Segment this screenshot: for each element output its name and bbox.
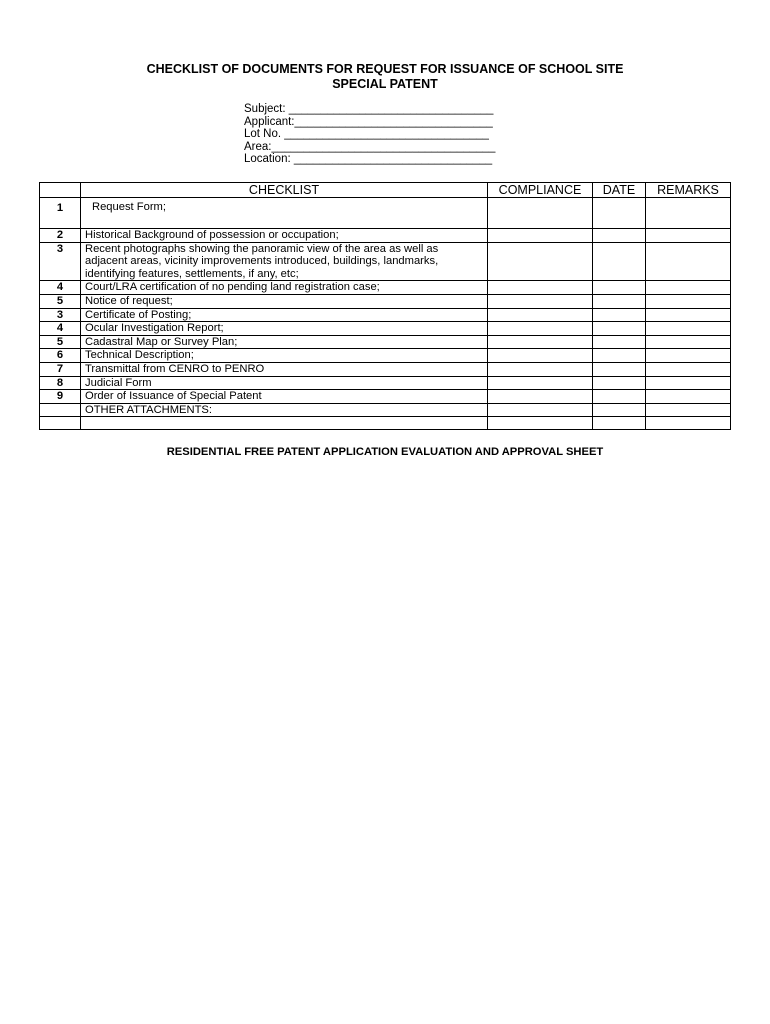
date-cell: [593, 322, 646, 336]
header-fields: [244, 103, 495, 166]
header-number: [40, 183, 81, 198]
row-item: Historical Background of possession or occupation;: [81, 229, 488, 243]
row-number: 7: [40, 362, 81, 376]
remarks-cell: [646, 322, 731, 336]
row-number: 5: [40, 294, 81, 308]
remarks-cell: [646, 403, 731, 417]
date-cell: [593, 281, 646, 295]
row-number: [40, 403, 81, 417]
date-cell: [593, 390, 646, 404]
area-field: Area:___________________________________: [244, 140, 496, 153]
date-cell: [593, 294, 646, 308]
date-cell: [593, 242, 646, 281]
row-item: Court/LRA certification of no pending land registration case;: [81, 281, 488, 295]
header-remarks: REMARKS: [646, 183, 731, 198]
compliance-cell: [488, 376, 593, 390]
table-row: [40, 308, 731, 322]
row-number: 1: [40, 198, 81, 229]
document-title: [0, 62, 770, 92]
header-compliance: COMPLIANCE: [488, 183, 593, 198]
row-number: 4: [40, 322, 81, 336]
row-number: 4: [40, 281, 81, 295]
date-cell: [593, 403, 646, 417]
row-item: Judicial Form: [81, 376, 488, 390]
remarks-cell: [646, 229, 731, 243]
table-row: [40, 390, 731, 404]
table-row: [40, 294, 731, 308]
date-cell: [593, 335, 646, 349]
compliance-cell: [488, 362, 593, 376]
table-row: [40, 335, 731, 349]
row-number: 9: [40, 390, 81, 404]
date-cell: [593, 229, 646, 243]
table-header-row: [40, 183, 731, 198]
section-title: RESIDENTIAL FREE PATENT APPLICATION EVALUATION AND APPROVAL SHEET: [166, 446, 604, 458]
title-line-1: CHECKLIST OF DOCUMENTS FOR REQUEST FOR ISSUANCE OF SCHOOL SITE: [146, 62, 624, 76]
row-item: Technical Description;: [81, 349, 488, 363]
compliance-cell: [488, 281, 593, 295]
remarks-cell: [646, 294, 731, 308]
remarks-cell: [646, 242, 731, 281]
compliance-cell: [488, 335, 593, 349]
row-item: Recent photographs showing the panoramic view of the area as well as adjacent areas, vicinity improvements introduced, buildings, landmarks, identifying features, settlements, if any, etc;: [81, 242, 488, 281]
compliance-cell: [488, 390, 593, 404]
row-number: 5: [40, 335, 81, 349]
remarks-cell: [646, 335, 731, 349]
table-row: [40, 281, 731, 295]
row-item: Transmittal from CENRO to PENRO: [81, 362, 488, 376]
remarks-cell: [646, 349, 731, 363]
blank-cell: [593, 417, 646, 430]
checklist-table: [39, 182, 731, 430]
row-number: 8: [40, 376, 81, 390]
compliance-cell: [488, 308, 593, 322]
date-cell: [593, 198, 646, 229]
applicant-field: Applicant:_______________________________: [244, 115, 493, 128]
table-row: [40, 349, 731, 363]
table-row: [40, 376, 731, 390]
remarks-cell: [646, 308, 731, 322]
header-checklist: CHECKLIST: [81, 183, 488, 198]
remarks-cell: [646, 390, 731, 404]
remarks-cell: [646, 281, 731, 295]
remarks-cell: [646, 198, 731, 229]
blank-cell: [646, 417, 731, 430]
table-row: [40, 242, 731, 281]
lot-no-field: Lot No. ________________________________: [244, 128, 489, 141]
row-item: Cadastral Map or Survey Plan;: [81, 335, 488, 349]
table-row: [40, 403, 731, 417]
table-row-blank: [40, 417, 731, 430]
date-cell: [593, 308, 646, 322]
row-number: 3: [40, 308, 81, 322]
title-line-2: SPECIAL PATENT: [332, 77, 438, 91]
blank-cell: [488, 417, 593, 430]
row-item: Ocular Investigation Report;: [81, 322, 488, 336]
remarks-cell: [646, 376, 731, 390]
row-item: OTHER ATTACHMENTS:: [81, 403, 488, 417]
table-row: [40, 229, 731, 243]
table-row: [40, 198, 731, 229]
compliance-cell: [488, 322, 593, 336]
date-cell: [593, 349, 646, 363]
remarks-cell: [646, 362, 731, 376]
compliance-cell: [488, 198, 593, 229]
location-field: Location: _______________________________: [244, 153, 493, 166]
compliance-cell: [488, 229, 593, 243]
row-number: 3: [40, 242, 81, 281]
date-cell: [593, 376, 646, 390]
blank-cell: [40, 417, 81, 430]
row-number: 6: [40, 349, 81, 363]
date-cell: [593, 362, 646, 376]
compliance-cell: [488, 403, 593, 417]
row-number: 2: [40, 229, 81, 243]
compliance-cell: [488, 349, 593, 363]
row-item: Notice of request;: [81, 294, 488, 308]
row-item: Order of Issuance of Special Patent: [81, 390, 488, 404]
table-row: [40, 362, 731, 376]
subject-field: Subject: ________________________________: [244, 103, 494, 115]
compliance-cell: [488, 294, 593, 308]
row-item: Request Form;: [81, 198, 488, 229]
header-date: DATE: [593, 183, 646, 198]
table-row: [40, 322, 731, 336]
compliance-cell: [488, 242, 593, 281]
blank-cell: [81, 417, 488, 430]
row-item: Certificate of Posting;: [81, 308, 488, 322]
